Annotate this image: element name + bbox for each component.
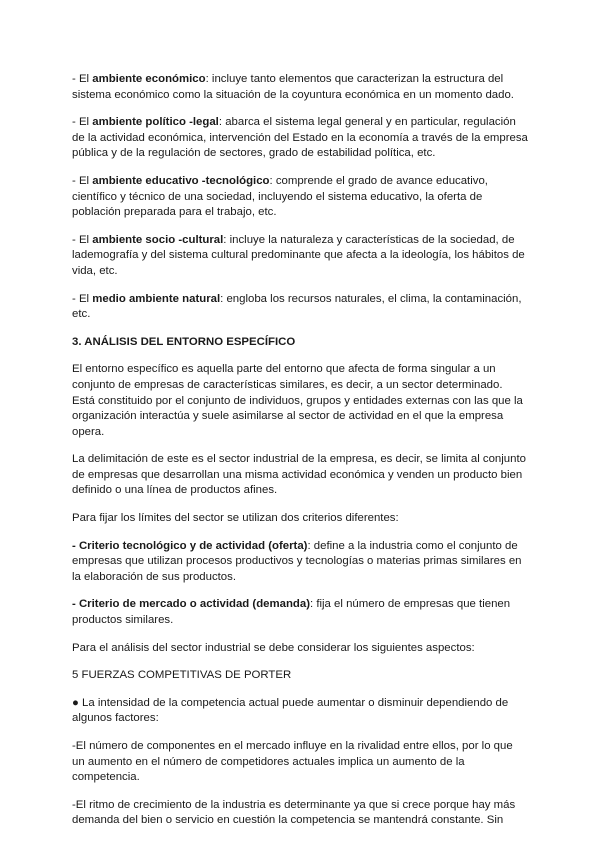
- list-dash: - El: [72, 233, 93, 246]
- criterion-text: : fija el número de empresas que tienen productos similares.: [72, 598, 511, 627]
- body-paragraph: El entorno específico es aquella parte del entorno que afecta de forma singular a un conjunto de empresas de características similares, es decir, a un sector determinado. Está constituido por el conjunto de individuos, grupos y entidades externas con las que la organización interactúa y suele asimilarse al sector de actividad en el que la empresa opera.: [72, 363, 523, 438]
- paragraph-ambiente-politico: [72, 115, 528, 162]
- paragraph-medio-ambiente: [72, 292, 528, 323]
- section-number: 3.: [72, 335, 85, 348]
- definition-text: : incluye la naturaleza y características de la sociedad, de lademografía y del sistema cultural predominante que afecta a la ideología, los hábitos de vida, etc.: [72, 233, 525, 277]
- porter-heading: 5 FUERZAS COMPETITIVAS DE PORTER: [72, 669, 292, 682]
- porter-bullet: ● La intensidad de la competencia actual puede aumentar o disminuir dependiendo de algunos factores:: [72, 696, 509, 725]
- term-bold: ambiente político -legal: [92, 116, 219, 129]
- definition-text: : engloba los recursos naturales, el clima, la contaminación, etc.: [72, 292, 522, 321]
- body-paragraph: Para fijar los límites del sector se utilizan dos criterios diferentes:: [72, 512, 399, 525]
- definition-text: : abarca el sistema legal general y en particular, regulación de la actividad económica, intervención del Estado en la economía a través de la empresa pública y de la regulación de sectores, grado de estabilidad política, etc.: [72, 116, 528, 160]
- paragraph-ambiente-economico: [72, 72, 528, 103]
- term-bold: ambiente educativo -tecnológico: [92, 174, 270, 187]
- criterion-title: - Criterio tecnológico y de actividad (oferta): [72, 539, 308, 552]
- porter-paragraph: -El ritmo de crecimiento de la industria es determinante ya que si crece porque hay más demanda del bien o servicio en cuestión la competencia se mantendrá constante. Sin: [72, 798, 516, 827]
- paragraph-ambiente-sociocultural: [72, 233, 528, 280]
- definition-text: : comprende el grado de avance educativo, científico y técnico de una sociedad, incluyendo el sistema educativo, la oferta de población preparada para el trabajo, etc.: [72, 174, 488, 219]
- analysis-intro: Para el análisis del sector industrial se debe considerar los siguientes aspectos:: [72, 641, 475, 654]
- document-page: [72, 72, 528, 841]
- criterion-text: : define a la industria como el conjunto de empresas que utilizan procesos productivos y tecnologías o materias primas similares en la elaboración de sus productos.: [72, 539, 522, 583]
- list-dash: - El: [72, 73, 93, 85]
- body-paragraph: La delimitación de este es el sector industrial de la empresa, es decir, se limita al conjunto de empresas que desarrollan una misma actividad económica y venden un producto bien definido o una línea de productos afines.: [72, 453, 526, 497]
- criterion-oferta: [72, 539, 528, 586]
- term-bold: medio ambiente natural: [92, 292, 221, 305]
- paragraph-ambiente-educativo: [72, 174, 528, 221]
- list-dash: - El: [72, 116, 93, 129]
- list-dash: - El: [72, 174, 93, 187]
- section-heading: [72, 335, 528, 351]
- definition-text: : incluye tanto elementos que caracterizan la estructura del sistema económico como la situación de la coyuntura económica en un momento dado.: [72, 73, 514, 101]
- criterion-demanda: [72, 597, 528, 628]
- term-bold: ambiente económico: [92, 73, 206, 85]
- criterion-title: - Criterio de mercado o actividad (demanda): [72, 598, 310, 611]
- porter-paragraph: -El número de componentes en el mercado influye en la rivalidad entre ellos, por lo que un aumento en el número de competidores actuales implica un aumento de la competencia.: [72, 740, 513, 784]
- section-title: ANÁLISIS DEL ENTORNO ESPECÍFICO: [84, 335, 296, 348]
- term-bold: ambiente socio -cultural: [92, 233, 224, 246]
- list-dash: - El: [72, 292, 93, 305]
